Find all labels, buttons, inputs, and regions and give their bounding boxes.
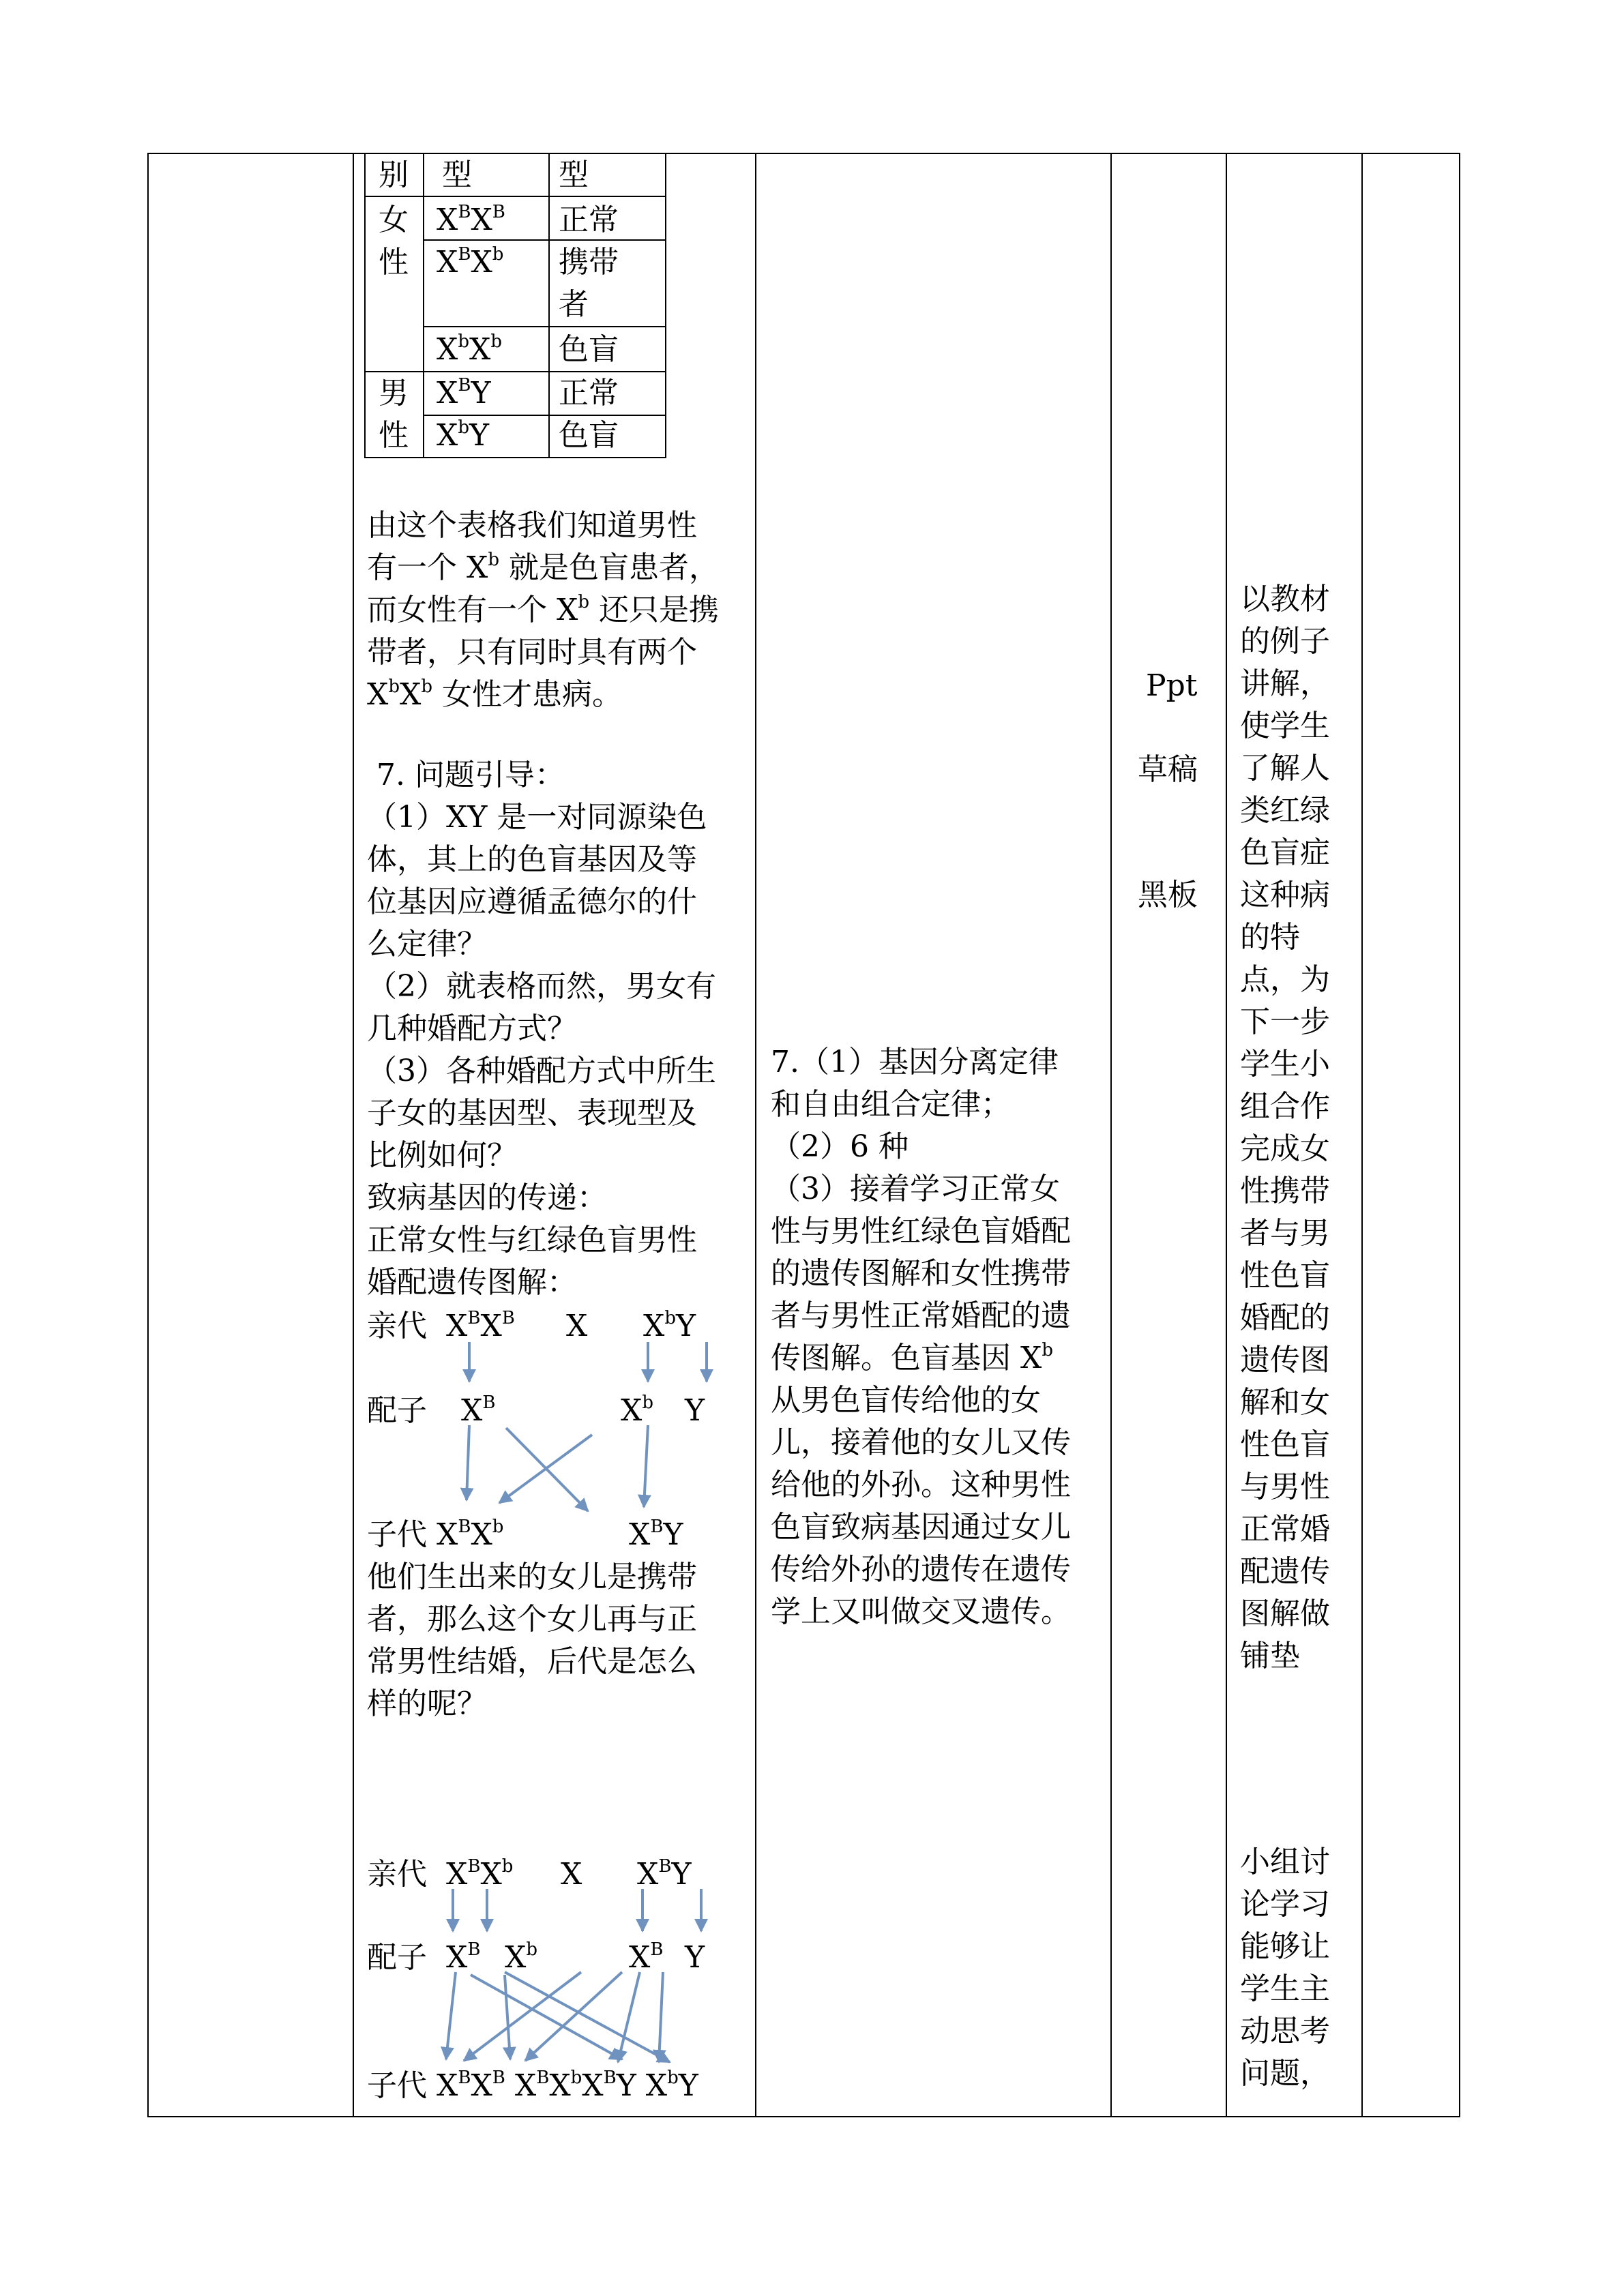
genotype-XBY: $X^BY$: [437, 375, 491, 411]
genotype-XbY: $X^bY$: [437, 417, 490, 453]
answers-block: 7.（1）基因分离定律 和自由组合定律； （2）6 种 （3）接着学习正常女 性与男性红绿色盲婚配 的遗传图解和女性携带 者与男性正常婚配的遗 传图解。色盲基因 $X^b$ 从男色盲传给他的女 儿，接着他的女儿又传 给他的外孙。这种男性 色盲致病基因通过女儿 传给外孙的遗传在遗传 学上又叫做交叉遗传。: [771, 1045, 1071, 1629]
design-intent-2: 小组讨 论学习 能够让 学生主 动思考 问题，: [1240, 1845, 1330, 2091]
male-label-2: 性: [379, 418, 409, 453]
cross2-gamete-XB-mother: $X^B$: [446, 1939, 481, 1975]
arrow-c2-11: [618, 1972, 640, 2062]
design-intent-1: 以教材 的例子 讲解， 使学生 了解人 类红绿 色盲症 这种病 的特 点，为 下一步 学生小 组合作 完成女 性携带 者与男 性色盲 婚配的 遗传图 解和女 性色盲 与男性 正常婚 配遗传 图解做 铺垫: [1240, 582, 1330, 1673]
question-block: 7. 问题引导： （1）XY 是一对同源染色 体，其上的色盲基因及等 位基因应遵循孟德尔的什 么定律？ （2）就表格而然，男女有 几种婚配方式？ （3）各种婚配方式中所生 子女的基因型、表现型及 比例如何？ 致病基因的传递： 正常女性与红绿色盲男性 婚配遗传图解：: [367, 754, 716, 1304]
arrow-c2-6: [471, 1975, 622, 2059]
arrow-c1-4: [467, 1425, 469, 1500]
phenotype-carrier-2: 者: [559, 287, 589, 322]
arrow-c2-12: [659, 1972, 663, 2062]
phenotype-colorblind-2: 色盲: [559, 418, 619, 453]
phenotype-normal-1: 正常: [559, 203, 619, 237]
follow-up-question: 他们生出来的女儿是携带 者，那么这个女儿再与正 常男性结婚，后代是怎么 样的呢？: [367, 1560, 697, 1721]
media-blackboard: 黑板: [1138, 878, 1198, 912]
cross2-offspring: $X^BX^B$ $X^BX^bX^BY$ $X^bY$: [437, 2068, 698, 2103]
cross2-gamete-label: 配子: [367, 1940, 427, 1975]
cross1-gamete-Xb: $X^b$: [621, 1392, 653, 1428]
media-ppt: Ppt: [1146, 668, 1198, 703]
phenotype-normal-2: 正常: [559, 376, 619, 411]
cross1-parent-label: 亲代: [367, 1309, 427, 1343]
arrow-c1-7: [644, 1425, 648, 1507]
media-draft: 草稿: [1138, 752, 1198, 787]
conclusion-paragraph: 由这个表格我们知道男性 有一个 $X^b$ 就是色盲患者， 而女性有一个 $X^b$ 还只是携 带者，只有同时具有两个 $X^bX^b$ 女性才患病。: [367, 508, 719, 712]
cross1-gamete-label: 配子: [367, 1393, 427, 1428]
question-heading: 7. 问题引导：: [377, 758, 565, 792]
table-header-sex: 别: [379, 158, 409, 192]
arrow-c2-10: [525, 1972, 622, 2061]
cross2-offspring-label: 子代: [367, 2068, 427, 2103]
table-header-phenotype: 型: [559, 158, 589, 192]
cross1-offspring-label: 子代: [367, 1517, 427, 1552]
female-label-1: 女: [379, 203, 409, 237]
cross1-father: $X^bY$: [643, 1308, 696, 1343]
cross1-mother: $X^BX^B$: [446, 1308, 515, 1343]
arrow-c2-7: [505, 1975, 510, 2059]
cross2-father: $X^BY$: [637, 1856, 692, 1892]
cross2-gamete-Y: Y: [685, 1940, 705, 1975]
phenotype-carrier-1: 携带: [559, 245, 619, 280]
female-label-2: 性: [379, 245, 409, 280]
male-label-1: 男: [379, 376, 409, 411]
phenotype-colorblind-1: 色盲: [559, 332, 619, 367]
genotype-XBXB: $X^BX^B$: [437, 202, 505, 237]
genotype-XBXb: $X^BX^b$: [437, 244, 504, 280]
table-header-genotype: 型: [442, 158, 472, 192]
cross1-son: $X^BY$: [629, 1517, 683, 1552]
genotype-XbXb: $X^bX^b$: [437, 331, 502, 367]
cross2-gamete-XB-father: $X^B$: [629, 1939, 664, 1975]
arrow-c1-6: [506, 1428, 588, 1511]
cross1-daughter: $X^BX^b$: [437, 1517, 504, 1552]
cross1-gamete-Y: Y: [685, 1393, 705, 1428]
cross2-gamete-Xb-mother: $X^b$: [505, 1939, 537, 1975]
cross1-sign: X: [566, 1309, 588, 1343]
arrow-c2-8: [505, 1972, 670, 2062]
arrow-c2-9: [464, 1972, 581, 2061]
cross1-gamete-XB: $X^B$: [461, 1392, 496, 1428]
cross2-mother: $X^BX^b$: [446, 1856, 514, 1892]
arrow-c2-5: [446, 1972, 456, 2059]
cross2-sign: X: [561, 1857, 582, 1892]
cross2-parent-label: 亲代: [367, 1857, 427, 1892]
